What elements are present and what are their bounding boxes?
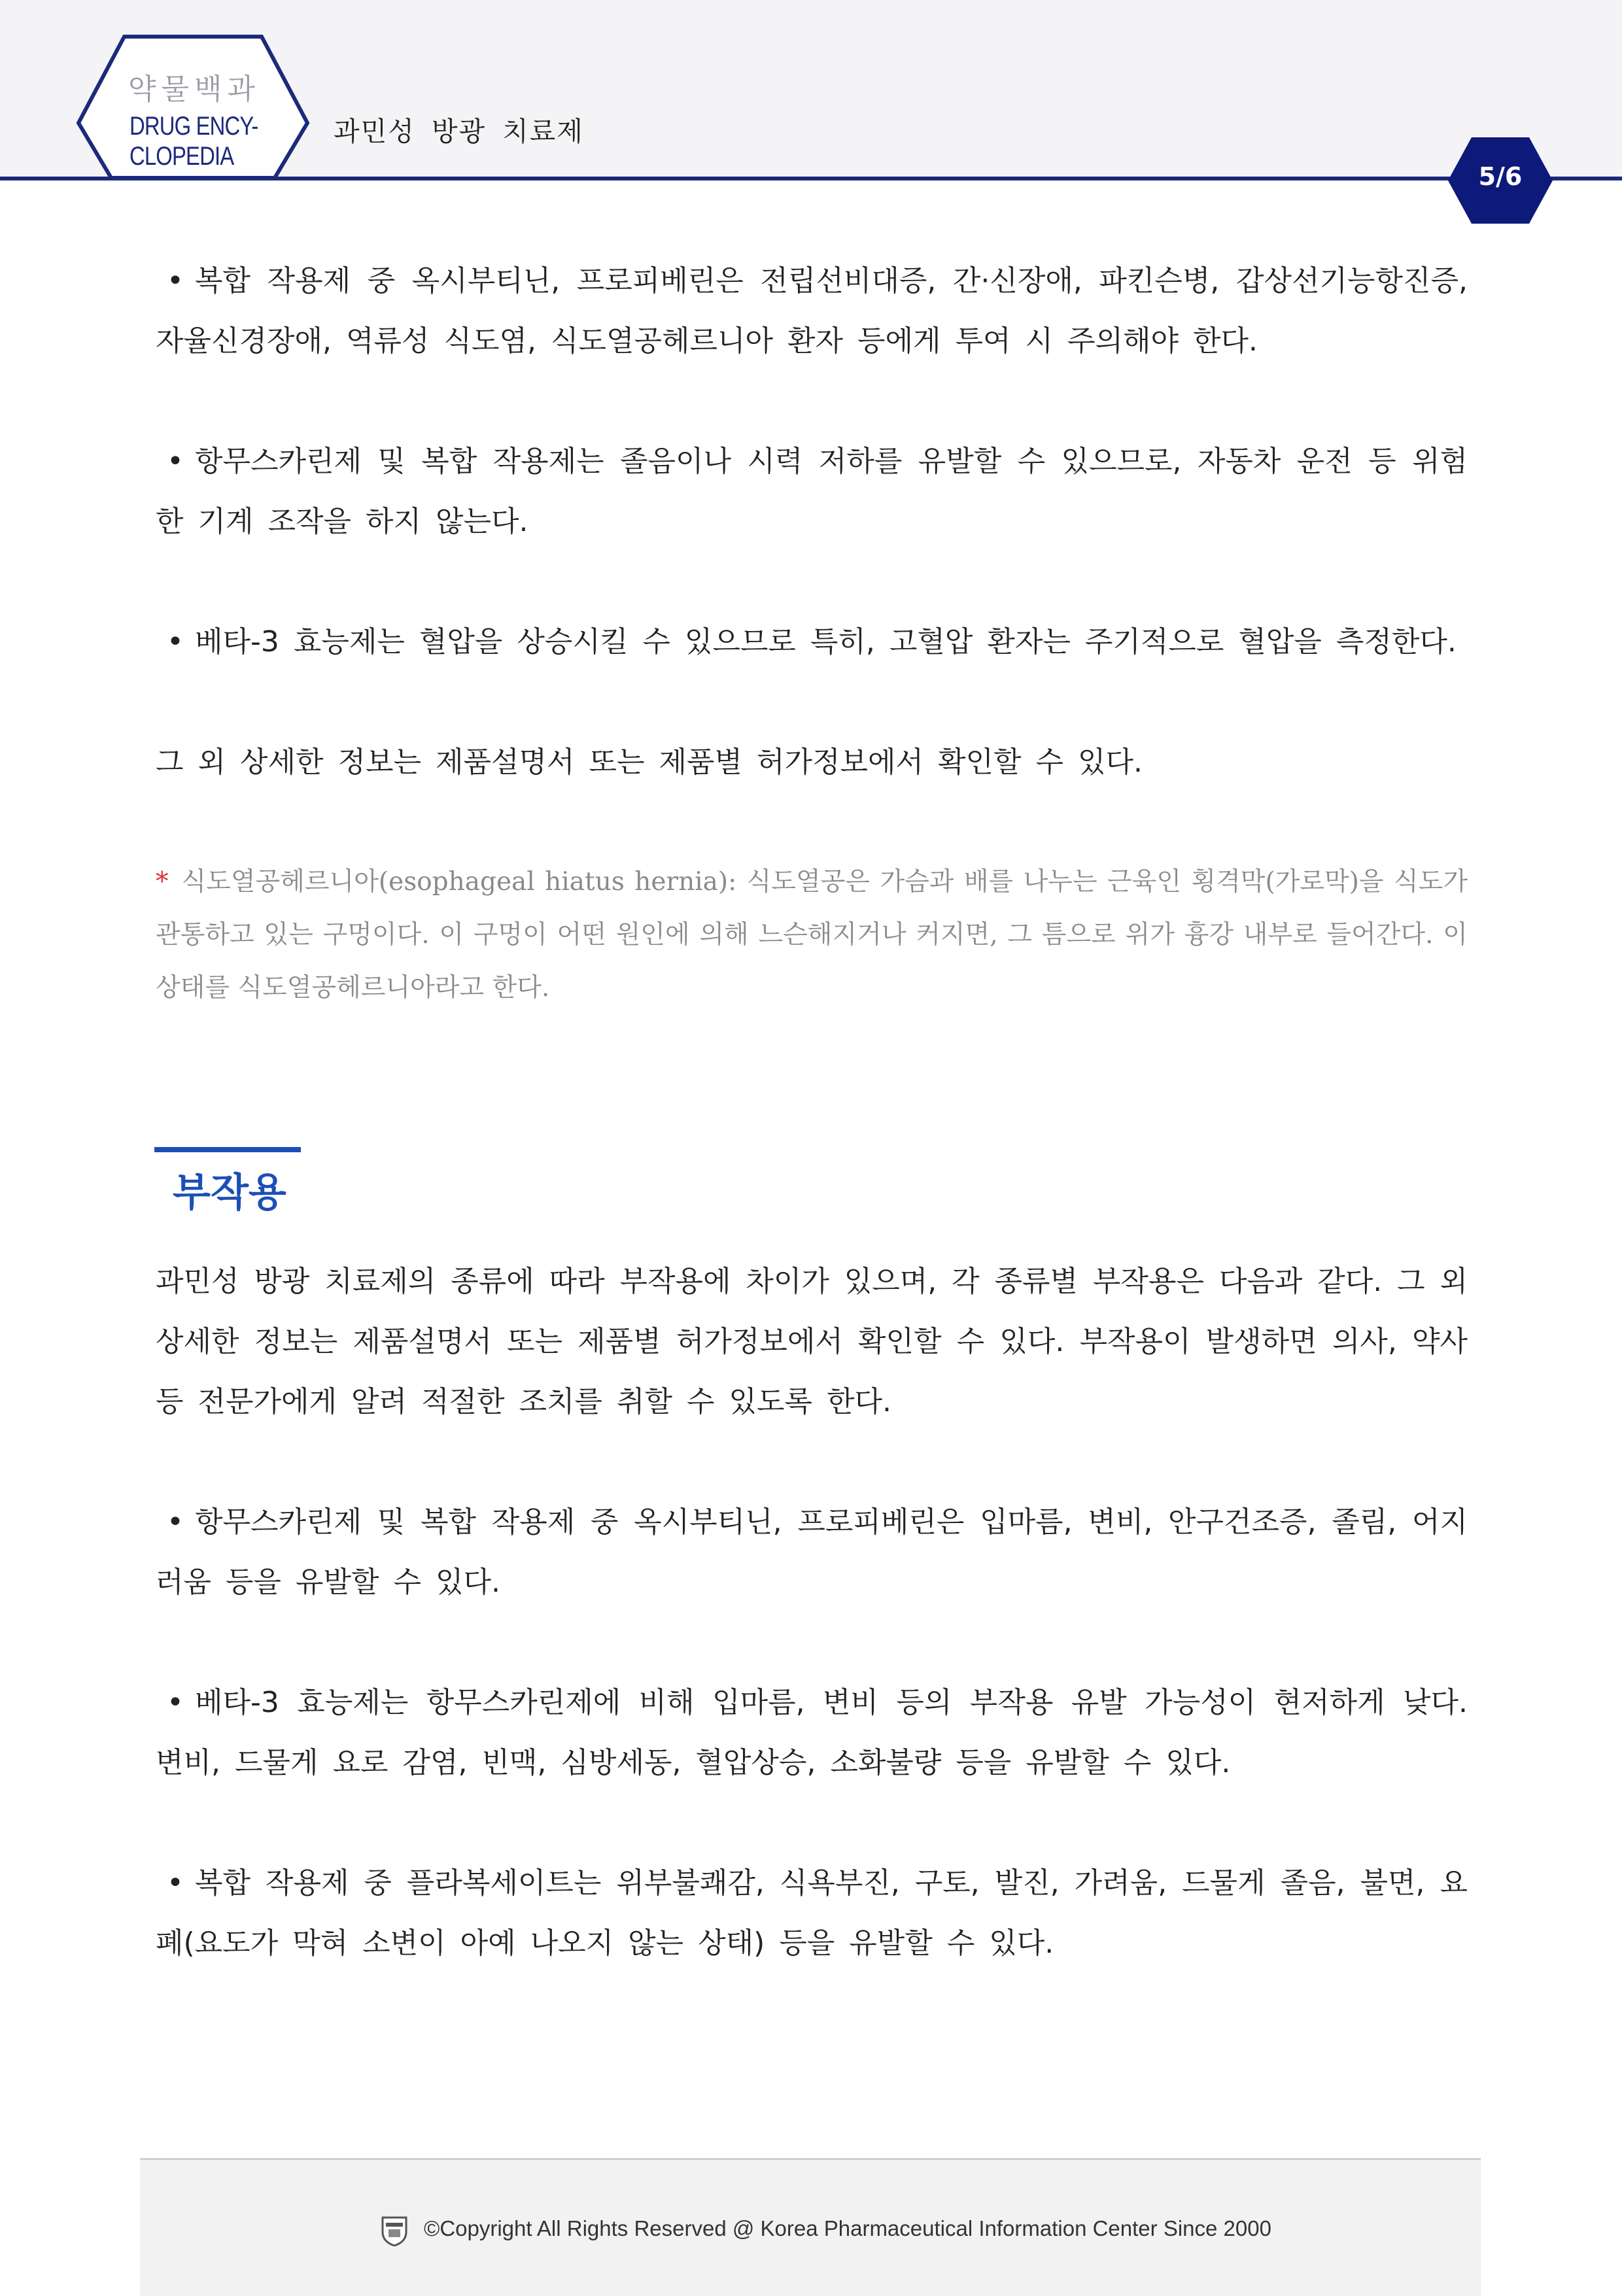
precaution-text: 항무스카린제 및 복합 작용제는 졸음이나 시력 저하를 유발할 수 있으므로, 자동차 운전 등 위험한 기계 조작을 하지 않는다. xyxy=(156,445,1468,538)
logo-english-line1: DRUG ENCY- xyxy=(129,112,258,141)
precaution-text: 베타-3 효능제는 혈압을 상승시킬 수 있으므로 특히, 고혈압 환자는 주기적으로 혈압을 측정한다. xyxy=(195,625,1457,659)
kpic-shield-icon xyxy=(381,2215,408,2246)
footnote xyxy=(156,855,1468,1014)
bullet-icon: • xyxy=(167,1686,184,1719)
document-title: 과민성 방광 치료제 xyxy=(334,116,584,147)
logo-korean: 약물백과 xyxy=(128,73,261,106)
side-effect-text: 항무스카린제 및 복합 작용제 중 옥시부티닌, 프로피베린은 입마름, 변비, 안구건조증, 졸림, 어지러움 등을 유발할 수 있다. xyxy=(156,1505,1468,1599)
side-effect-item xyxy=(156,1673,1468,1793)
section-divider xyxy=(154,1147,301,1152)
copyright-text: ©Copyright All Rights Reserved @ Korea Pharmaceutical Information Center Since 2000 xyxy=(424,2216,1271,2240)
side-effect-text: 복합 작용제 중 플라복세이트는 위부불쾌감, 식욕부진, 구토, 발진, 가려움, 드물게 졸음, 불면, 요폐(요도가 막혀 소변이 아예 나오지 않는 상태) 등을 유발할 수 있다. xyxy=(156,1866,1468,1960)
side-effect-item xyxy=(156,1492,1468,1613)
bullet-icon: • xyxy=(167,445,184,478)
precaution-item xyxy=(156,432,1468,552)
footer xyxy=(140,2158,1481,2296)
bullet-icon: • xyxy=(167,264,184,298)
footnote-mark: * xyxy=(156,867,169,897)
side-effect-item xyxy=(156,1853,1468,1974)
section-title: 부작용 xyxy=(173,1170,286,1216)
logo-english-line2: CLOPEDIA xyxy=(129,142,234,171)
footnote-text: 식도열공헤르니아(esophageal hiatus hernia): 식도열공은 가슴과 배를 나누는 근육인 횡격막(가로막)을 식도가 관통하고 있는 구멍이다. 이 구멍이 어떤 원인에 의해 느슨해지거나 커지면, 그 틈으로 위가 흉강 내부로 들어간다. 이 상태를 식도열공헤르니아라고 한다. xyxy=(156,867,1468,1002)
precaution-item xyxy=(156,612,1468,672)
precautions-closing: 그 외 상세한 정보는 제품설명서 또는 제품별 허가정보에서 확인할 수 있다. xyxy=(156,745,1143,779)
precaution-item xyxy=(156,251,1468,371)
bullet-icon: • xyxy=(167,1505,184,1539)
bullet-icon: • xyxy=(167,1866,184,1900)
page-indicator: 5/6 xyxy=(1478,162,1523,191)
side-effects-intro: 과민성 방광 치료제의 종류에 따라 부작용에 차이가 있으며, 각 종류별 부작용은 다음과 같다. 그 외 상세한 정보는 제품설명서 또는 제품별 허가정보에서 확인할 수 있다. 부작용이 발생하면 의사, 약사 등 전문가에게 알려 적절한 조치를 취할 수 있도록 한다. xyxy=(156,1265,1468,1418)
logo-english xyxy=(129,111,258,171)
bullet-icon: • xyxy=(167,625,184,659)
precaution-text: 복합 작용제 중 옥시부티닌, 프로피베린은 전립선비대증, 간·신장애, 파킨슨병, 갑상선기능항진증, 자율신경장애, 역류성 식도염, 식도열공헤르니아 환자 등에게 투여 시 주의해야 한다. xyxy=(156,264,1468,358)
side-effect-text: 베타-3 효능제는 항무스카린제에 비해 입마름, 변비 등의 부작용 유발 가능성이 현저하게 낮다. 변비, 드물게 요로 감염, 빈맥, 심방세동, 혈압상승, 소화불량 등을 유발할 수 있다. xyxy=(156,1686,1468,1779)
